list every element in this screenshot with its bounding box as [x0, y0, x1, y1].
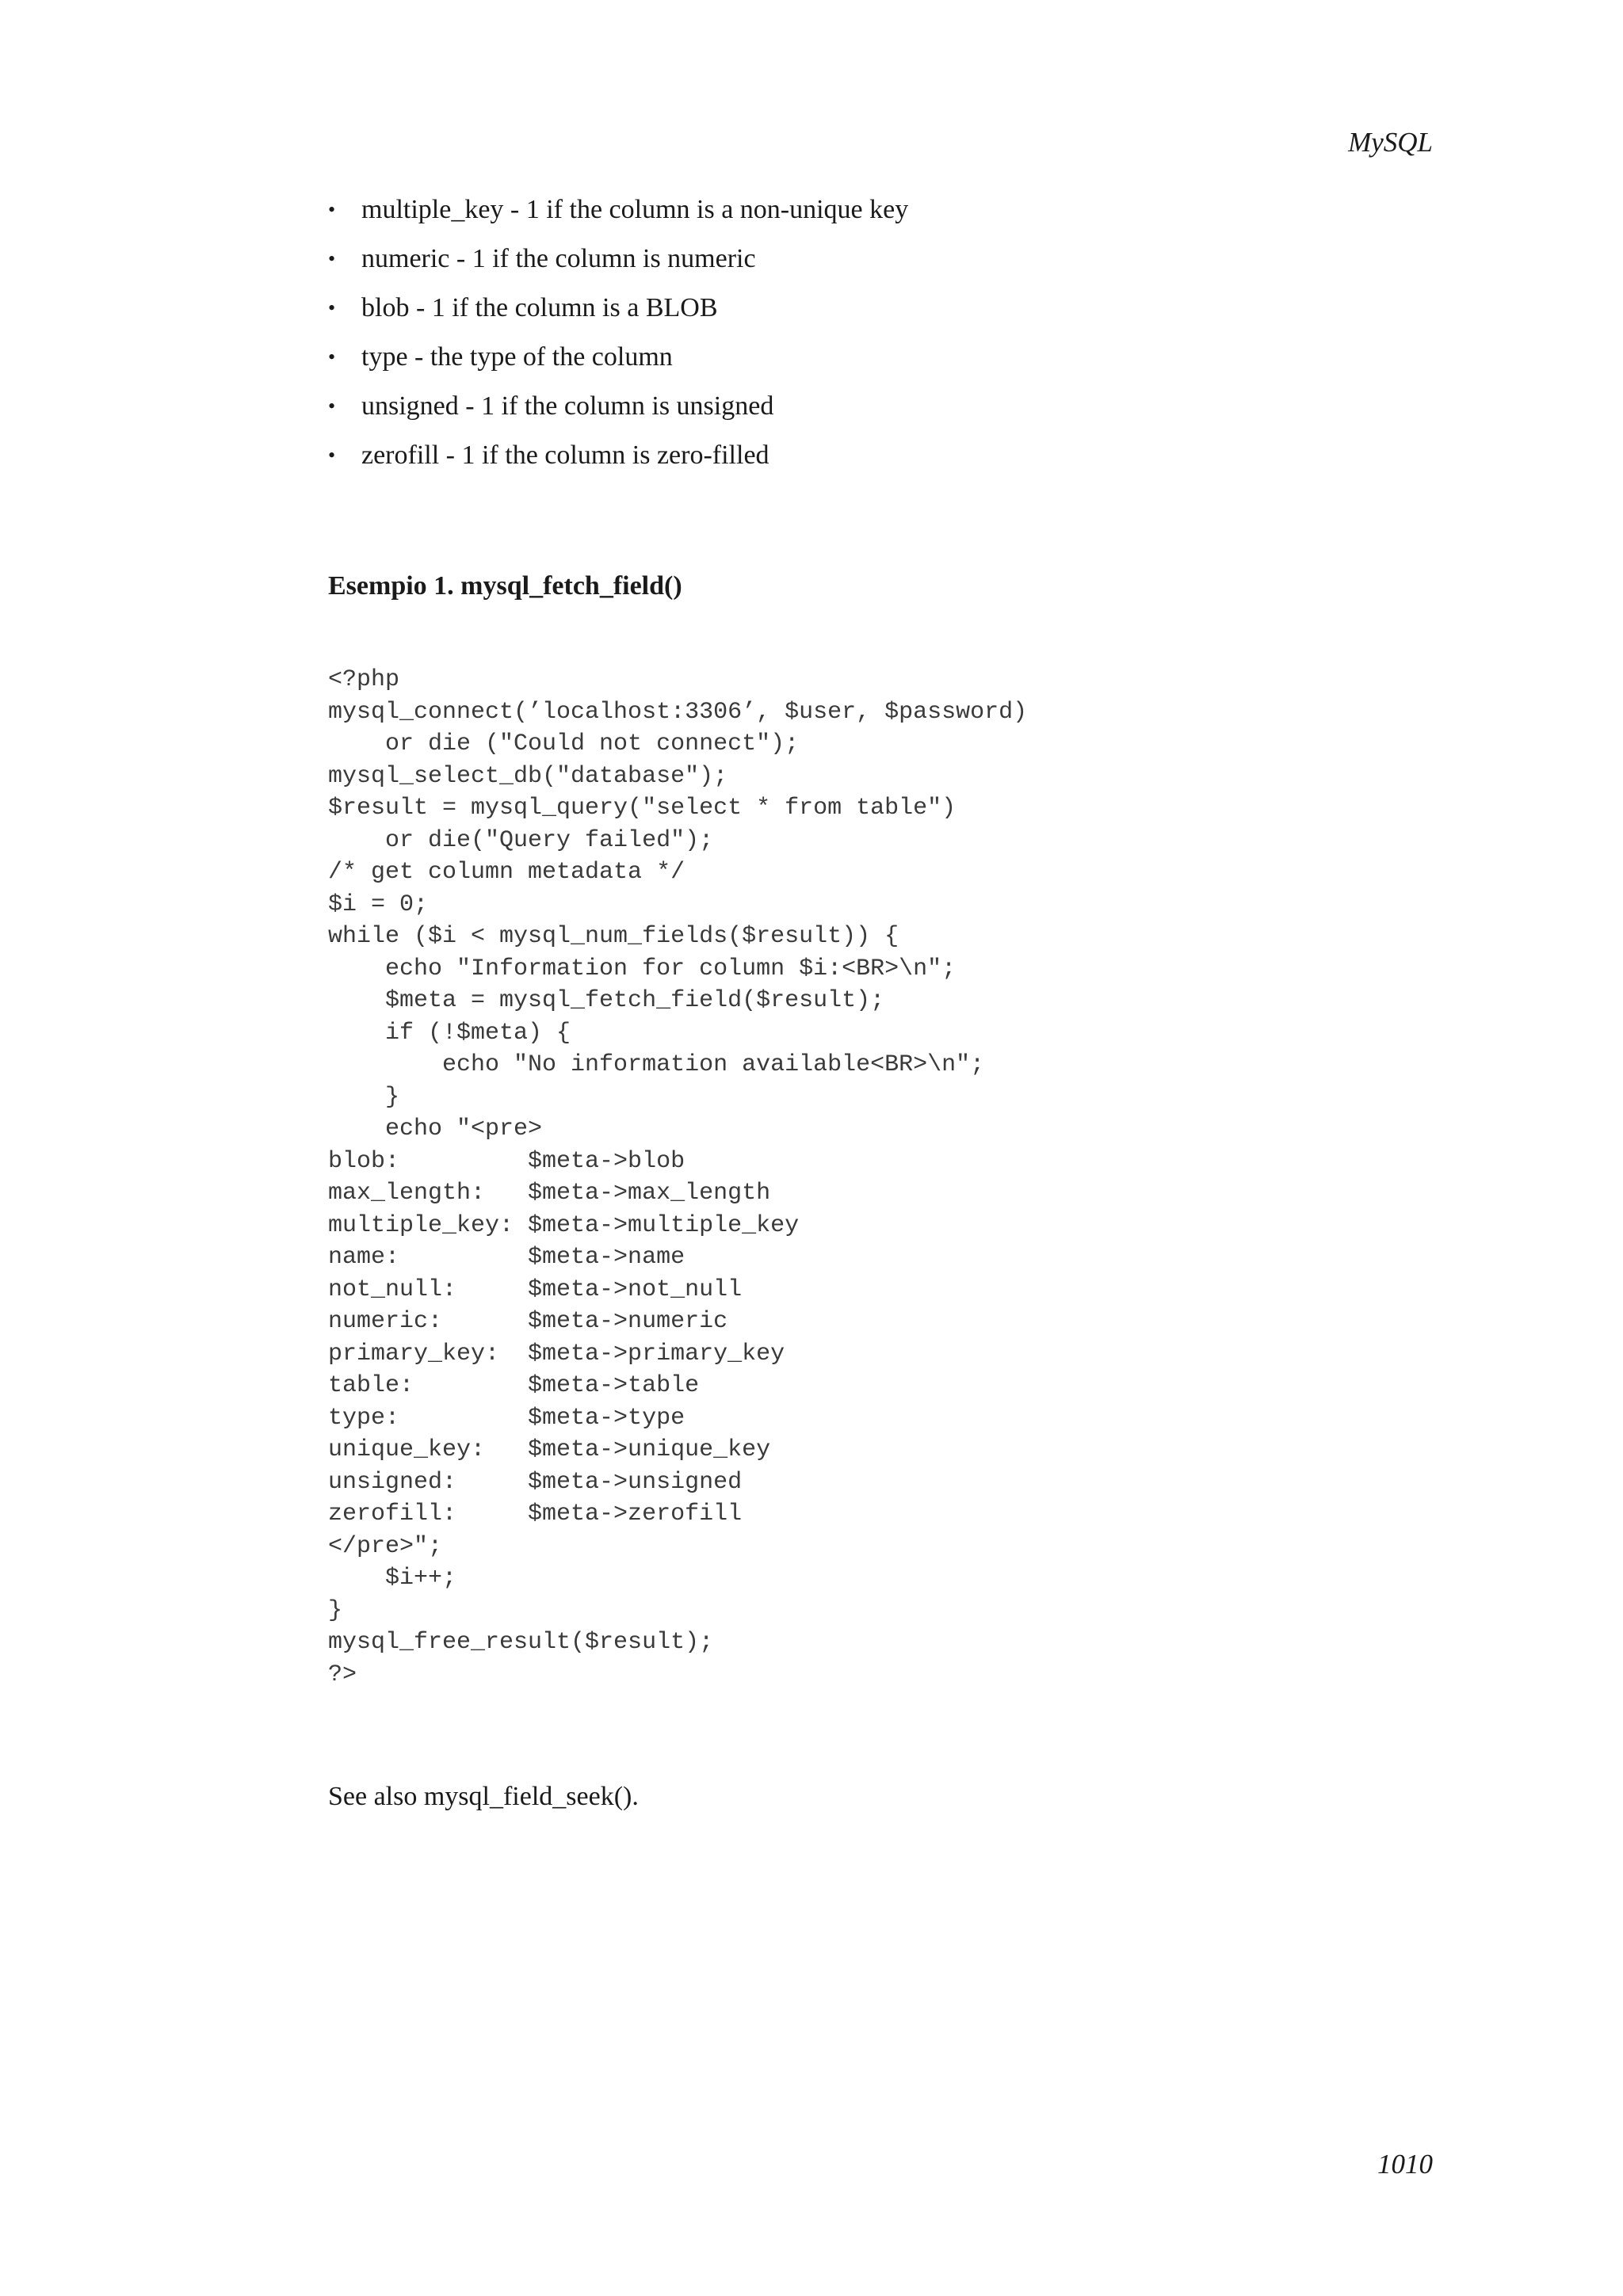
- example-title: Esempio 1. mysql_fetch_field(): [328, 571, 682, 601]
- list-item: [328, 194, 908, 226]
- list-item: [328, 440, 908, 471]
- bullet-icon: •: [328, 395, 336, 418]
- bullet-icon: •: [328, 345, 336, 368]
- list-item-text: blob - 1 if the column is a BLOB: [361, 293, 718, 322]
- list-item: [328, 341, 908, 373]
- code-example: <?php mysql_connect(’localhost:3306’, $user, $password) or die ("Could not connect"); mysql_select_db("database"); $result = mysql_query("select * from table") or die("Query failed"); /* get column metadata */ $i = 0; while ($i < mysql_num_fields($result)) { echo "Information for column $i:<BR>\n"; $meta = mysql_fetch_field($result); if (!$meta) { echo "No information available<BR>\n"; } echo "<pre> blob: $meta->blob max_length: $meta->max_length multiple_key: $meta->multiple_key name: $meta->name not_null: $meta->not_null numeric: $meta->numeric primary_key: $meta->primary_key table: $meta->table type: $meta->type unique_key: $meta->unique_key unsigned: $meta->unsigned zerofill: $meta->zerofill </pre>"; $i++; } mysql_free_result($result); ?>: [328, 666, 1028, 1688]
- list-item-text: numeric - 1 if the column is numeric: [361, 244, 756, 273]
- list-item-text: zerofill - 1 if the column is zero-filled: [361, 441, 769, 470]
- field-property-list: [328, 194, 908, 489]
- running-header: MySQL: [1348, 127, 1433, 158]
- page-number: 1010: [1377, 2149, 1433, 2180]
- list-item-text: type - the type of the column: [361, 342, 673, 372]
- list-item-text: unsigned - 1 if the column is unsigned: [361, 391, 774, 421]
- list-item: [328, 292, 908, 324]
- bullet-icon: •: [328, 247, 336, 270]
- bullet-icon: •: [328, 296, 336, 319]
- list-item-text: multiple_key - 1 if the column is a non-unique key: [361, 195, 909, 224]
- list-item: [328, 391, 908, 422]
- bullet-icon: •: [328, 198, 336, 221]
- bullet-icon: •: [328, 444, 336, 467]
- see-also-text: See also mysql_field_seek().: [328, 1782, 639, 1811]
- list-item: [328, 243, 908, 275]
